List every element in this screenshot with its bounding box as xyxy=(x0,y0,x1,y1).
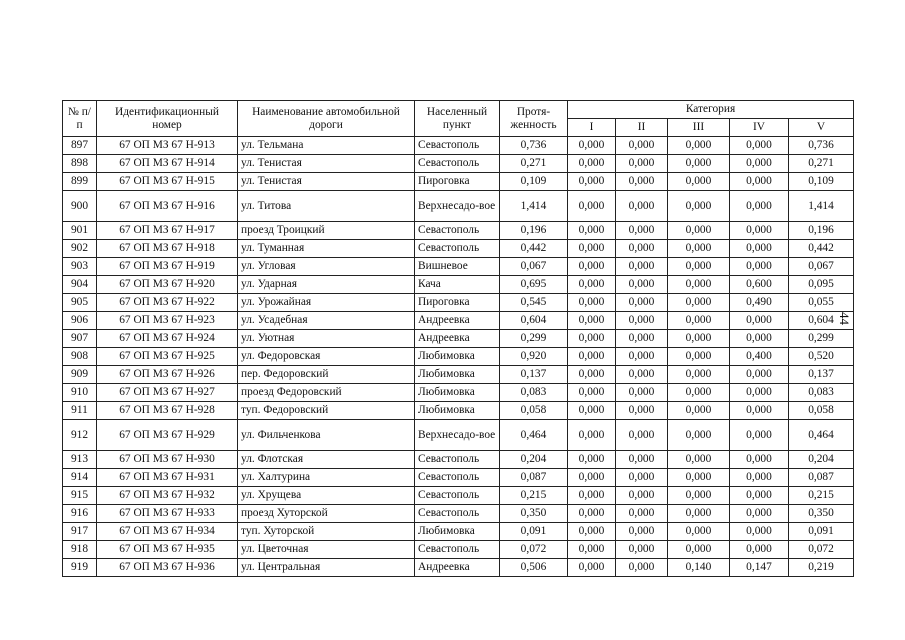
category-4-value: 0,600 xyxy=(730,276,789,294)
table-row xyxy=(63,559,854,577)
road-name: ул. Цветочная xyxy=(238,541,415,559)
road-name: туп. Федоровский xyxy=(238,402,415,420)
table-row xyxy=(63,312,854,330)
category-1-value: 0,000 xyxy=(568,312,616,330)
road-id: 67 ОП МЗ 67 Н-916 xyxy=(97,191,238,222)
category-4-value: 0,000 xyxy=(730,330,789,348)
category-3-value: 0,000 xyxy=(668,222,730,240)
settlement: Любимовка xyxy=(415,366,500,384)
category-3-value: 0,000 xyxy=(668,348,730,366)
category-5-value: 0,520 xyxy=(789,348,854,366)
header-name: Наименование автомобильной дороги xyxy=(238,101,415,137)
category-4-value: 0,000 xyxy=(730,541,789,559)
header-category-1: I xyxy=(568,119,616,137)
category-3-value: 0,000 xyxy=(668,240,730,258)
road-name: ул. Туманная xyxy=(238,240,415,258)
category-4-value: 0,000 xyxy=(730,240,789,258)
settlement: Севастополь xyxy=(415,469,500,487)
header-id: Идентификационный номер xyxy=(97,101,238,137)
category-2-value: 0,000 xyxy=(616,222,668,240)
category-5-value: 0,736 xyxy=(789,137,854,155)
road-length: 0,137 xyxy=(500,366,568,384)
road-id: 67 ОП МЗ 67 Н-915 xyxy=(97,173,238,191)
road-name: проезд Хуторской xyxy=(238,505,415,523)
category-5-value: 0,055 xyxy=(789,294,854,312)
category-2-value: 0,000 xyxy=(616,348,668,366)
road-length: 1,414 xyxy=(500,191,568,222)
road-length: 0,695 xyxy=(500,276,568,294)
category-4-value: 0,000 xyxy=(730,191,789,222)
road-id: 67 ОП МЗ 67 Н-931 xyxy=(97,469,238,487)
category-1-value: 0,000 xyxy=(568,469,616,487)
settlement: Кача xyxy=(415,276,500,294)
category-4-value: 0,000 xyxy=(730,155,789,173)
road-id: 67 ОП МЗ 67 Н-927 xyxy=(97,384,238,402)
row-number: 919 xyxy=(63,559,97,577)
row-number: 907 xyxy=(63,330,97,348)
category-2-value: 0,000 xyxy=(616,505,668,523)
road-length: 0,215 xyxy=(500,487,568,505)
road-id: 67 ОП МЗ 67 Н-920 xyxy=(97,276,238,294)
settlement: Любимовка xyxy=(415,402,500,420)
settlement: Пироговка xyxy=(415,294,500,312)
road-id: 67 ОП МЗ 67 Н-928 xyxy=(97,402,238,420)
category-3-value: 0,000 xyxy=(668,523,730,541)
category-3-value: 0,000 xyxy=(668,137,730,155)
row-number: 905 xyxy=(63,294,97,312)
settlement: Севастополь xyxy=(415,451,500,469)
road-id: 67 ОП МЗ 67 Н-936 xyxy=(97,559,238,577)
row-number: 908 xyxy=(63,348,97,366)
table-body xyxy=(63,137,854,577)
road-name: ул. Уютная xyxy=(238,330,415,348)
table-row xyxy=(63,348,854,366)
category-1-value: 0,000 xyxy=(568,191,616,222)
road-id: 67 ОП МЗ 67 Н-913 xyxy=(97,137,238,155)
settlement: Любимовка xyxy=(415,348,500,366)
category-2-value: 0,000 xyxy=(616,559,668,577)
row-number: 898 xyxy=(63,155,97,173)
road-id: 67 ОП МЗ 67 Н-929 xyxy=(97,420,238,451)
table-row xyxy=(63,402,854,420)
header-place: Населенный пункт xyxy=(415,101,500,137)
page-number: 44 xyxy=(837,312,852,325)
road-name: ул. Флотская xyxy=(238,451,415,469)
table-row xyxy=(63,487,854,505)
category-2-value: 0,000 xyxy=(616,155,668,173)
road-id: 67 ОП МЗ 67 Н-930 xyxy=(97,451,238,469)
settlement: Любимовка xyxy=(415,523,500,541)
category-4-value: 0,490 xyxy=(730,294,789,312)
table-row xyxy=(63,294,854,312)
road-id: 67 ОП МЗ 67 Н-932 xyxy=(97,487,238,505)
road-length: 0,442 xyxy=(500,240,568,258)
table-header xyxy=(63,101,854,137)
road-length: 0,920 xyxy=(500,348,568,366)
category-5-value: 0,215 xyxy=(789,487,854,505)
row-number: 900 xyxy=(63,191,97,222)
category-2-value: 0,000 xyxy=(616,469,668,487)
settlement: Севастополь xyxy=(415,222,500,240)
category-2-value: 0,000 xyxy=(616,541,668,559)
road-id: 67 ОП МЗ 67 Н-926 xyxy=(97,366,238,384)
category-5-value: 0,299 xyxy=(789,330,854,348)
settlement: Севастополь xyxy=(415,240,500,258)
road-id: 67 ОП МЗ 67 Н-935 xyxy=(97,541,238,559)
category-4-value: 0,000 xyxy=(730,523,789,541)
settlement: Андреевка xyxy=(415,559,500,577)
road-length: 0,072 xyxy=(500,541,568,559)
category-1-value: 0,000 xyxy=(568,523,616,541)
road-name: туп. Хуторской xyxy=(238,523,415,541)
road-length: 0,736 xyxy=(500,137,568,155)
road-name: ул. Тенистая xyxy=(238,155,415,173)
header-length: Протя-женность xyxy=(500,101,568,137)
road-id: 67 ОП МЗ 67 Н-933 xyxy=(97,505,238,523)
category-2-value: 0,000 xyxy=(616,240,668,258)
category-5-value: 0,058 xyxy=(789,402,854,420)
category-5-value: 0,350 xyxy=(789,505,854,523)
category-3-value: 0,000 xyxy=(668,469,730,487)
road-length: 0,204 xyxy=(500,451,568,469)
road-id: 67 ОП МЗ 67 Н-922 xyxy=(97,294,238,312)
road-length: 0,091 xyxy=(500,523,568,541)
table-row xyxy=(63,541,854,559)
road-id: 67 ОП МЗ 67 Н-918 xyxy=(97,240,238,258)
road-name: ул. Усадебная xyxy=(238,312,415,330)
category-1-value: 0,000 xyxy=(568,384,616,402)
category-3-value: 0,000 xyxy=(668,487,730,505)
settlement: Севастополь xyxy=(415,155,500,173)
road-length: 0,506 xyxy=(500,559,568,577)
category-3-value: 0,000 xyxy=(668,505,730,523)
settlement: Севастополь xyxy=(415,137,500,155)
road-name: ул. Титова xyxy=(238,191,415,222)
road-length: 0,350 xyxy=(500,505,568,523)
table-row xyxy=(63,384,854,402)
category-2-value: 0,000 xyxy=(616,276,668,294)
row-number: 913 xyxy=(63,451,97,469)
category-5-value: 0,442 xyxy=(789,240,854,258)
category-5-value: 0,137 xyxy=(789,366,854,384)
category-1-value: 0,000 xyxy=(568,559,616,577)
table-row xyxy=(63,173,854,191)
road-name: проезд Троицкий xyxy=(238,222,415,240)
category-5-value: 0,604 xyxy=(789,312,854,330)
road-id: 67 ОП МЗ 67 Н-925 xyxy=(97,348,238,366)
table-row xyxy=(63,505,854,523)
road-length: 0,604 xyxy=(500,312,568,330)
category-3-value: 0,000 xyxy=(668,258,730,276)
category-2-value: 0,000 xyxy=(616,402,668,420)
category-4-value: 0,000 xyxy=(730,173,789,191)
category-1-value: 0,000 xyxy=(568,276,616,294)
table-row xyxy=(63,276,854,294)
category-3-value: 0,000 xyxy=(668,276,730,294)
category-4-value: 0,000 xyxy=(730,487,789,505)
road-length: 0,196 xyxy=(500,222,568,240)
category-4-value: 0,400 xyxy=(730,348,789,366)
road-name: ул. Халтурина xyxy=(238,469,415,487)
settlement: Андреевка xyxy=(415,312,500,330)
row-number: 909 xyxy=(63,366,97,384)
category-5-value: 1,414 xyxy=(789,191,854,222)
category-4-value: 0,000 xyxy=(730,384,789,402)
road-length: 0,109 xyxy=(500,173,568,191)
settlement: Верхнесадо-вое xyxy=(415,420,500,451)
category-2-value: 0,000 xyxy=(616,294,668,312)
category-2-value: 0,000 xyxy=(616,451,668,469)
category-1-value: 0,000 xyxy=(568,366,616,384)
category-4-value: 0,147 xyxy=(730,559,789,577)
category-3-value: 0,000 xyxy=(668,173,730,191)
category-2-value: 0,000 xyxy=(616,384,668,402)
road-id: 67 ОП МЗ 67 Н-919 xyxy=(97,258,238,276)
category-4-value: 0,000 xyxy=(730,451,789,469)
table-row xyxy=(63,451,854,469)
road-name: ул. Угловая xyxy=(238,258,415,276)
road-length: 0,271 xyxy=(500,155,568,173)
row-number: 899 xyxy=(63,173,97,191)
category-3-value: 0,140 xyxy=(668,559,730,577)
row-number: 906 xyxy=(63,312,97,330)
category-2-value: 0,000 xyxy=(616,258,668,276)
row-number: 910 xyxy=(63,384,97,402)
category-1-value: 0,000 xyxy=(568,541,616,559)
category-4-value: 0,000 xyxy=(730,222,789,240)
category-4-value: 0,000 xyxy=(730,402,789,420)
category-3-value: 0,000 xyxy=(668,366,730,384)
category-2-value: 0,000 xyxy=(616,137,668,155)
category-1-value: 0,000 xyxy=(568,330,616,348)
category-1-value: 0,000 xyxy=(568,222,616,240)
category-3-value: 0,000 xyxy=(668,330,730,348)
category-2-value: 0,000 xyxy=(616,487,668,505)
row-number: 904 xyxy=(63,276,97,294)
header-category-3: III xyxy=(668,119,730,137)
table-row xyxy=(63,137,854,155)
category-2-value: 0,000 xyxy=(616,420,668,451)
category-4-value: 0,000 xyxy=(730,505,789,523)
category-1-value: 0,000 xyxy=(568,487,616,505)
settlement: Верхнесадо-вое xyxy=(415,191,500,222)
header-category: Категория xyxy=(568,101,854,119)
settlement: Любимовка xyxy=(415,384,500,402)
road-name: проезд Федоровский xyxy=(238,384,415,402)
category-3-value: 0,000 xyxy=(668,402,730,420)
table-row xyxy=(63,420,854,451)
roads-table xyxy=(62,100,854,577)
road-length: 0,067 xyxy=(500,258,568,276)
category-4-value: 0,000 xyxy=(730,366,789,384)
category-1-value: 0,000 xyxy=(568,348,616,366)
road-name: ул. Ударная xyxy=(238,276,415,294)
settlement: Севастополь xyxy=(415,487,500,505)
category-5-value: 0,219 xyxy=(789,559,854,577)
row-number: 901 xyxy=(63,222,97,240)
category-5-value: 0,204 xyxy=(789,451,854,469)
category-1-value: 0,000 xyxy=(568,155,616,173)
category-3-value: 0,000 xyxy=(668,294,730,312)
road-name: ул. Урожайная xyxy=(238,294,415,312)
road-length: 0,087 xyxy=(500,469,568,487)
settlement: Пироговка xyxy=(415,173,500,191)
category-1-value: 0,000 xyxy=(568,402,616,420)
table-row xyxy=(63,366,854,384)
category-3-value: 0,000 xyxy=(668,541,730,559)
road-name: ул. Федоровская xyxy=(238,348,415,366)
row-number: 911 xyxy=(63,402,97,420)
category-3-value: 0,000 xyxy=(668,451,730,469)
category-5-value: 0,087 xyxy=(789,469,854,487)
road-name: ул. Центральная xyxy=(238,559,415,577)
header-category-5: V xyxy=(789,119,854,137)
category-1-value: 0,000 xyxy=(568,420,616,451)
category-5-value: 0,095 xyxy=(789,276,854,294)
road-id: 67 ОП МЗ 67 Н-914 xyxy=(97,155,238,173)
category-5-value: 0,083 xyxy=(789,384,854,402)
table-row xyxy=(63,258,854,276)
category-1-value: 0,000 xyxy=(568,240,616,258)
road-length: 0,464 xyxy=(500,420,568,451)
settlement: Севастополь xyxy=(415,541,500,559)
road-name: ул. Фильченкова xyxy=(238,420,415,451)
row-number: 918 xyxy=(63,541,97,559)
category-2-value: 0,000 xyxy=(616,523,668,541)
category-2-value: 0,000 xyxy=(616,173,668,191)
header-num: № п/п xyxy=(63,101,97,137)
category-5-value: 0,196 xyxy=(789,222,854,240)
header-category-4: IV xyxy=(730,119,789,137)
category-3-value: 0,000 xyxy=(668,155,730,173)
row-number: 915 xyxy=(63,487,97,505)
road-id: 67 ОП МЗ 67 Н-924 xyxy=(97,330,238,348)
table-row xyxy=(63,191,854,222)
row-number: 897 xyxy=(63,137,97,155)
row-number: 912 xyxy=(63,420,97,451)
category-2-value: 0,000 xyxy=(616,330,668,348)
category-1-value: 0,000 xyxy=(568,137,616,155)
row-number: 903 xyxy=(63,258,97,276)
row-number: 917 xyxy=(63,523,97,541)
category-3-value: 0,000 xyxy=(668,312,730,330)
category-5-value: 0,271 xyxy=(789,155,854,173)
category-4-value: 0,000 xyxy=(730,469,789,487)
road-length: 0,299 xyxy=(500,330,568,348)
road-id: 67 ОП МЗ 67 Н-934 xyxy=(97,523,238,541)
category-1-value: 0,000 xyxy=(568,294,616,312)
category-5-value: 0,091 xyxy=(789,523,854,541)
road-name: пер. Федоровский xyxy=(238,366,415,384)
settlement: Севастополь xyxy=(415,505,500,523)
category-4-value: 0,000 xyxy=(730,420,789,451)
header-category-2: II xyxy=(616,119,668,137)
category-3-value: 0,000 xyxy=(668,191,730,222)
category-1-value: 0,000 xyxy=(568,258,616,276)
category-5-value: 0,109 xyxy=(789,173,854,191)
road-length: 0,083 xyxy=(500,384,568,402)
table-row xyxy=(63,240,854,258)
category-1-value: 0,000 xyxy=(568,505,616,523)
table-row xyxy=(63,330,854,348)
road-name: ул. Тенистая xyxy=(238,173,415,191)
settlement: Андреевка xyxy=(415,330,500,348)
category-2-value: 0,000 xyxy=(616,191,668,222)
category-2-value: 0,000 xyxy=(616,366,668,384)
category-2-value: 0,000 xyxy=(616,312,668,330)
road-length: 0,545 xyxy=(500,294,568,312)
category-5-value: 0,464 xyxy=(789,420,854,451)
row-number: 914 xyxy=(63,469,97,487)
category-5-value: 0,067 xyxy=(789,258,854,276)
category-4-value: 0,000 xyxy=(730,312,789,330)
table-row xyxy=(63,222,854,240)
category-4-value: 0,000 xyxy=(730,137,789,155)
row-number: 916 xyxy=(63,505,97,523)
road-length: 0,058 xyxy=(500,402,568,420)
table-row xyxy=(63,155,854,173)
road-id: 67 ОП МЗ 67 Н-923 xyxy=(97,312,238,330)
category-1-value: 0,000 xyxy=(568,173,616,191)
table-row xyxy=(63,469,854,487)
settlement: Вишневое xyxy=(415,258,500,276)
category-3-value: 0,000 xyxy=(668,420,730,451)
table-row xyxy=(63,523,854,541)
road-id: 67 ОП МЗ 67 Н-917 xyxy=(97,222,238,240)
road-name: ул. Тельмана xyxy=(238,137,415,155)
row-number: 902 xyxy=(63,240,97,258)
road-name: ул. Хрущева xyxy=(238,487,415,505)
category-3-value: 0,000 xyxy=(668,384,730,402)
category-4-value: 0,000 xyxy=(730,258,789,276)
category-5-value: 0,072 xyxy=(789,541,854,559)
category-1-value: 0,000 xyxy=(568,451,616,469)
